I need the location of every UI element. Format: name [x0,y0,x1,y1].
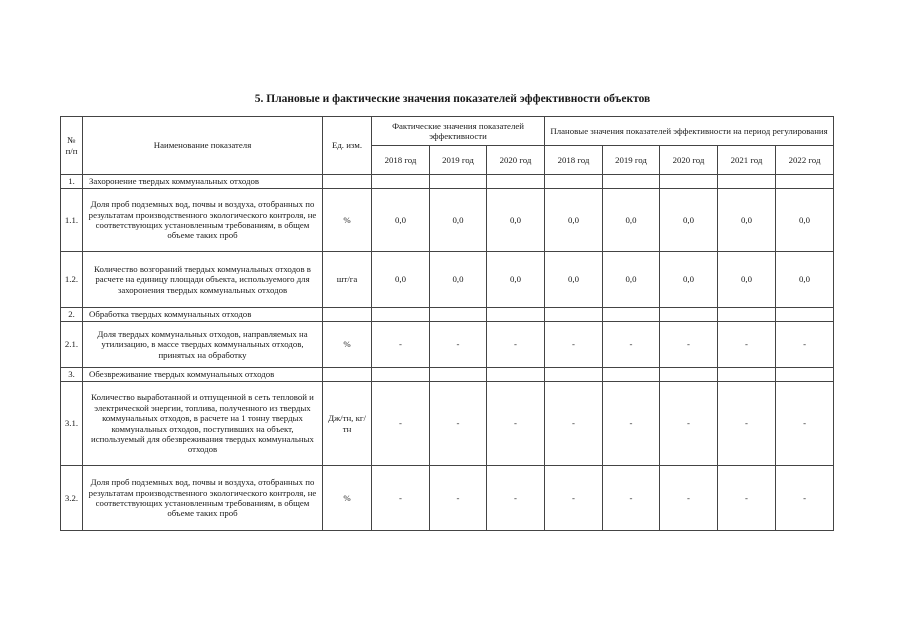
value-cell: - [545,382,603,466]
value-cell: - [776,466,834,531]
value-cell: - [603,466,660,531]
header-year: 2019 год [603,146,660,175]
value-cell: 0,0 [603,252,660,308]
unit-cell [323,308,372,322]
unit-cell: % [323,466,372,531]
value-cell: 0,0 [545,189,603,252]
header-year: 2019 год [430,146,487,175]
value-cell: 0,0 [660,189,718,252]
indicator-name: Обезвреживание твердых коммунальных отходов [83,368,323,382]
value-cell [718,175,776,189]
value-cell: 0,0 [430,189,487,252]
value-cell [660,308,718,322]
value-cell: 0,0 [776,189,834,252]
value-cell: - [430,382,487,466]
value-cell: - [487,382,545,466]
unit-cell: % [323,322,372,368]
value-cell [545,175,603,189]
unit-cell [323,368,372,382]
row-number: 1. [61,175,83,189]
value-cell: - [660,466,718,531]
value-cell [372,175,430,189]
value-cell [487,308,545,322]
value-cell [430,368,487,382]
value-cell: 0,0 [718,189,776,252]
value-cell: - [660,382,718,466]
header-year: 2022 год [776,146,834,175]
row-number: 2.1. [61,322,83,368]
header-unit: Ед. изм. [323,117,372,175]
value-cell: - [372,466,430,531]
document-title: 5. Плановые и фактические значения показателей эффективности объектов [254,93,651,105]
value-cell: - [487,466,545,531]
row-number: 3. [61,368,83,382]
value-cell [660,175,718,189]
value-cell [430,175,487,189]
value-cell: - [603,382,660,466]
row-number: 3.2. [61,466,83,531]
value-cell: - [718,382,776,466]
header-num: № п/п [61,117,83,175]
value-cell: - [660,322,718,368]
unit-cell [323,175,372,189]
value-cell [603,308,660,322]
value-cell: - [545,322,603,368]
value-cell [718,368,776,382]
value-cell [372,368,430,382]
unit-cell: % [323,189,372,252]
row-number: 2. [61,308,83,322]
table-row [61,322,834,368]
indicators-table [60,116,834,531]
value-cell: 0,0 [372,189,430,252]
table-row [61,189,834,252]
value-cell: 0,0 [718,252,776,308]
value-cell: - [603,322,660,368]
indicator-name: Количество выработанной и отпущенной в сеть тепловой и электрической энергии, топлива, полученного из твердых коммунальных отходов, в расчете на 1 тонну твердых коммунальных отходов, поступивших на объект, используемый для обезвреживания твердых коммунальных отходов [83,382,323,466]
value-cell: - [372,382,430,466]
value-cell [487,368,545,382]
unit-cell: Дж/тн, кг/тн [323,382,372,466]
header-plan-group: Плановые значения показателей эффективности на период регулирования [545,117,834,146]
value-cell: 0,0 [487,252,545,308]
indicator-name: Обработка твердых коммунальных отходов [83,308,323,322]
value-cell: - [545,466,603,531]
value-cell [776,308,834,322]
value-cell [603,368,660,382]
row-number: 3.1. [61,382,83,466]
table-row [61,382,834,466]
indicator-name: Доля проб подземных вод, почвы и воздуха, отобранных по результатам производственного экологического контроля, не соответствующих установленным требованиям, в общем объеме таких проб [83,466,323,531]
value-cell [776,368,834,382]
row-number: 1.1. [61,189,83,252]
header-name: Наименование показателя [83,117,323,175]
value-cell [718,308,776,322]
value-cell: - [430,322,487,368]
value-cell: - [372,322,430,368]
header-actual-group: Фактические значения показателей эффективности [372,117,545,146]
value-cell [660,368,718,382]
value-cell: 0,0 [430,252,487,308]
value-cell: 0,0 [545,252,603,308]
value-cell [545,308,603,322]
indicator-name: Захоронение твердых коммунальных отходов [83,175,323,189]
value-cell: 0,0 [776,252,834,308]
table-row [61,175,834,189]
header-year: 2018 год [545,146,603,175]
indicator-name: Доля твердых коммунальных отходов, направляемых на утилизацию, в массе твердых коммунальных отходов, принятых на обработку [83,322,323,368]
value-cell: 0,0 [372,252,430,308]
value-cell [545,368,603,382]
row-number: 1.2. [61,252,83,308]
value-cell [430,308,487,322]
indicator-name: Количество возгораний твердых коммунальных отходов в расчете на единицу площади объекта, используемого для захоронения твердых коммунальных отходов [83,252,323,308]
header-year: 2021 год [718,146,776,175]
unit-cell: шт/га [323,252,372,308]
value-cell [487,175,545,189]
value-cell: - [430,466,487,531]
header-year: 2018 год [372,146,430,175]
value-cell [603,175,660,189]
value-cell: 0,0 [487,189,545,252]
header-year: 2020 год [487,146,545,175]
table-row [61,466,834,531]
value-cell: - [776,322,834,368]
table-row [61,252,834,308]
value-cell: - [487,322,545,368]
value-cell: - [776,382,834,466]
table-row [61,368,834,382]
indicator-name: Доля проб подземных вод, почвы и воздуха, отобранных по результатам производственного экологического контроля, не соответствующих установленным требованиям, в общем объеме таких проб [83,189,323,252]
value-cell: - [718,322,776,368]
header-year: 2020 год [660,146,718,175]
value-cell: 0,0 [660,252,718,308]
value-cell: 0,0 [603,189,660,252]
value-cell [776,175,834,189]
table-row [61,308,834,322]
value-cell: - [718,466,776,531]
value-cell [372,308,430,322]
